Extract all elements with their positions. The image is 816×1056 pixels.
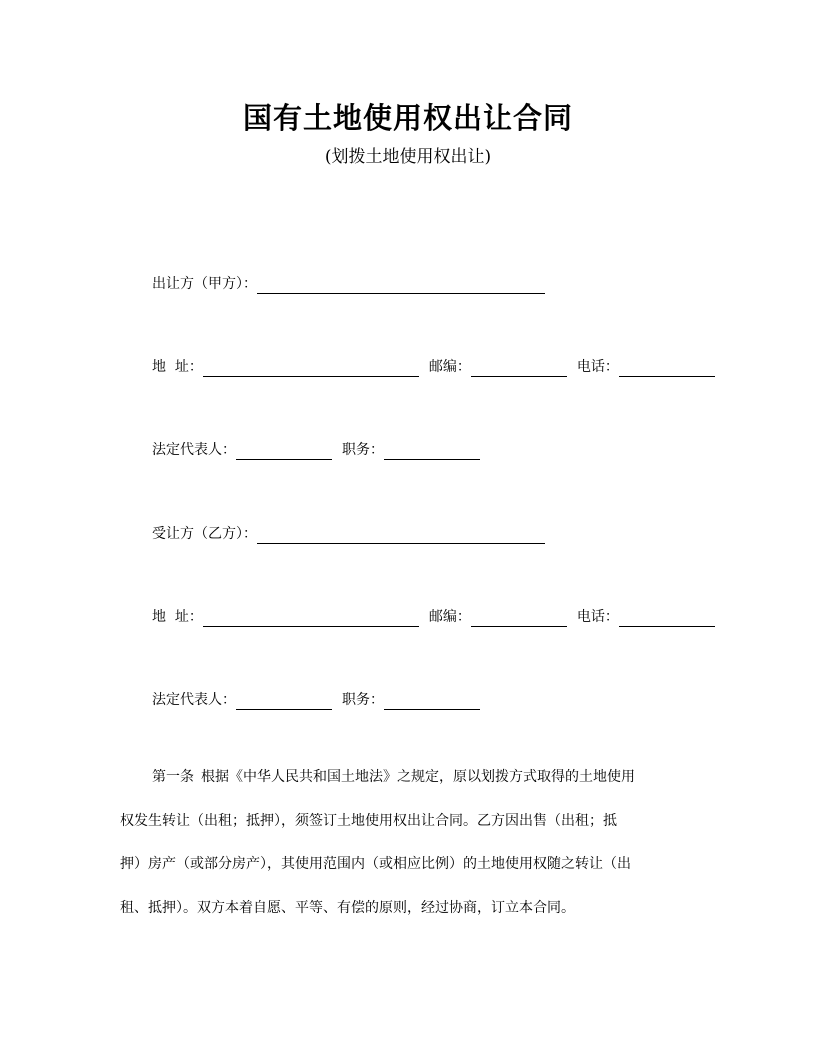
party-b-postcode-blank[interactable] xyxy=(471,611,567,627)
party-a-position-blank[interactable] xyxy=(384,444,480,460)
legal-rep-label: 法定代表人： xyxy=(152,692,236,708)
transferor-label: 出让方（甲方）： xyxy=(152,276,257,292)
position-label: 职务： xyxy=(342,692,384,708)
article-1 xyxy=(120,756,708,930)
party-b-address-row xyxy=(152,607,715,627)
phone-label: 电话： xyxy=(576,609,619,625)
party-a-postcode-blank[interactable] xyxy=(471,361,567,377)
transferee-blank[interactable] xyxy=(257,528,545,544)
postcode-label: 邮编： xyxy=(428,609,471,625)
legal-rep-label: 法定代表人： xyxy=(152,442,236,458)
party-b-address-blank[interactable] xyxy=(203,611,419,627)
article-1-text-line-1: 根据《中华人民共和国土地法》之规定，原以划拨方式取得的土地使用 xyxy=(201,769,635,785)
address-label: 地 址： xyxy=(152,609,203,625)
party-a-address-row xyxy=(152,357,715,377)
document-title: 国有土地使用权出让合同 xyxy=(242,101,573,135)
transferee-row xyxy=(152,524,545,544)
phone-label: 电话： xyxy=(576,359,619,375)
party-a-legal-rep-row xyxy=(152,440,480,460)
transferee-label: 受让方（乙方）： xyxy=(152,526,257,542)
document-subtitle: (划拨土地使用权出让) xyxy=(324,147,492,167)
party-b-legal-rep-blank[interactable] xyxy=(236,694,332,710)
party-b-legal-rep-row xyxy=(152,690,480,710)
position-label: 职务： xyxy=(342,442,384,458)
transferor-blank[interactable] xyxy=(257,278,545,294)
postcode-label: 邮编： xyxy=(428,359,471,375)
article-1-text-line-3: 押）房产（或部分房产），其使用范围内（或相应比例）的土地使用权随之转让（出 xyxy=(120,856,631,872)
party-b-position-blank[interactable] xyxy=(384,694,480,710)
article-1-text-line-4: 租、抵押）。双方本着自愿、平等、有偿的原则，经过协商，订立本合同。 xyxy=(120,899,575,916)
article-1-text-line-2: 权发生转让（出租；抵押），须签订土地使用权出让合同。乙方因出售（出租；抵 xyxy=(120,812,617,829)
article-1-line-1 xyxy=(120,756,708,800)
party-a-address-blank[interactable] xyxy=(203,361,419,377)
party-a-phone-blank[interactable] xyxy=(619,361,715,377)
address-label: 地 址： xyxy=(152,359,203,375)
party-a-legal-rep-blank[interactable] xyxy=(236,444,332,460)
article-1-heading: 第一条 xyxy=(152,769,194,785)
party-b-phone-blank[interactable] xyxy=(619,611,715,627)
transferor-row xyxy=(152,274,545,294)
